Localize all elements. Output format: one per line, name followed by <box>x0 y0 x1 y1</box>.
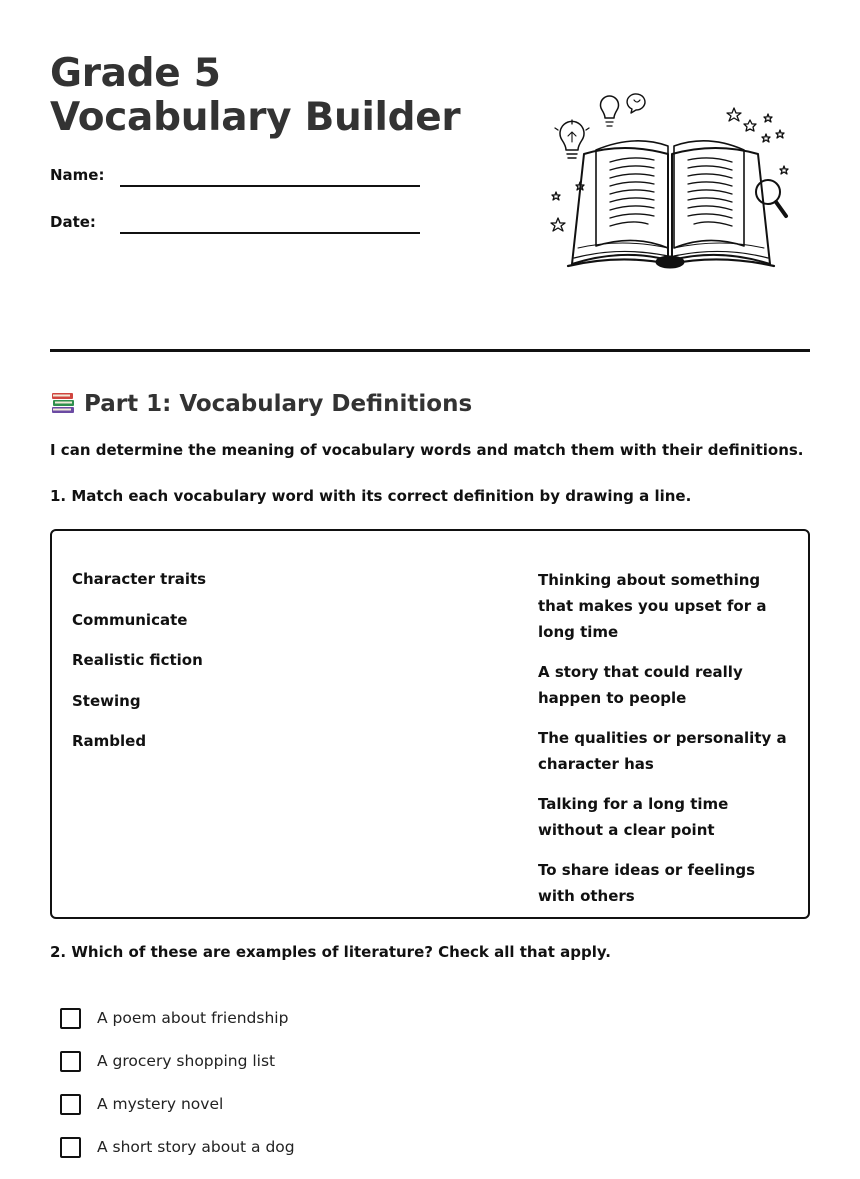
open-book-illustration <box>544 88 800 276</box>
date-field <box>50 213 420 243</box>
vocabulary-word[interactable]: Rambled <box>72 732 147 750</box>
definition[interactable]: A story that could really happen to people <box>538 663 743 707</box>
question-1: 1. Match each vocabulary word with its correct definition by drawing a line. <box>50 487 692 505</box>
definition[interactable]: Talking for a long time without a clear point <box>538 795 729 839</box>
checkbox-label: A grocery shopping list <box>97 1052 276 1070</box>
checkbox-option <box>60 1136 295 1179</box>
checkbox[interactable] <box>60 1094 81 1115</box>
checkbox[interactable] <box>60 1051 81 1072</box>
date-label: Date: <box>50 213 96 231</box>
vocabulary-word[interactable]: Communicate <box>72 610 188 629</box>
checkbox-label: A poem about friendship <box>97 1009 289 1027</box>
question-2: 2. Which of these are examples of literature? Check all that apply. <box>50 943 611 961</box>
books-emoji-icon <box>50 389 76 415</box>
page-title: Grade 5 Vocabulary Builder <box>50 51 461 140</box>
vocabulary-word[interactable]: Realistic fiction <box>72 651 203 669</box>
section-divider <box>50 349 810 352</box>
vocabulary-word[interactable]: Character traits <box>72 570 207 588</box>
checkbox[interactable] <box>60 1137 81 1158</box>
checkbox[interactable] <box>60 1008 81 1029</box>
date-line[interactable] <box>120 232 420 234</box>
checkbox-label: A mystery novel <box>97 1095 224 1113</box>
name-line[interactable] <box>120 185 420 187</box>
section-title-text: Part 1: Vocabulary Definitions <box>84 391 473 417</box>
name-field <box>50 166 420 196</box>
matching-box <box>50 529 810 919</box>
checkbox-option <box>60 1050 295 1093</box>
vocabulary-word[interactable]: Stewing <box>72 691 141 710</box>
definition[interactable]: To share ideas or feelings with others <box>538 861 756 905</box>
vocabulary-word-list <box>72 569 206 772</box>
checkbox-option <box>60 1093 295 1136</box>
definition[interactable]: Thinking about something that makes you upset for a long time <box>538 571 767 641</box>
learning-objective: I can determine the meaning of vocabulary words and match them with their definitions. <box>50 441 804 459</box>
section-title <box>50 388 472 420</box>
checkbox-option <box>60 1007 295 1050</box>
name-label: Name: <box>50 166 105 184</box>
checkbox-list <box>60 1007 295 1179</box>
checkbox-label: A short story about a dog <box>97 1138 295 1156</box>
definition-list <box>538 567 796 923</box>
definition[interactable]: The qualities or personality a character has <box>538 729 787 773</box>
